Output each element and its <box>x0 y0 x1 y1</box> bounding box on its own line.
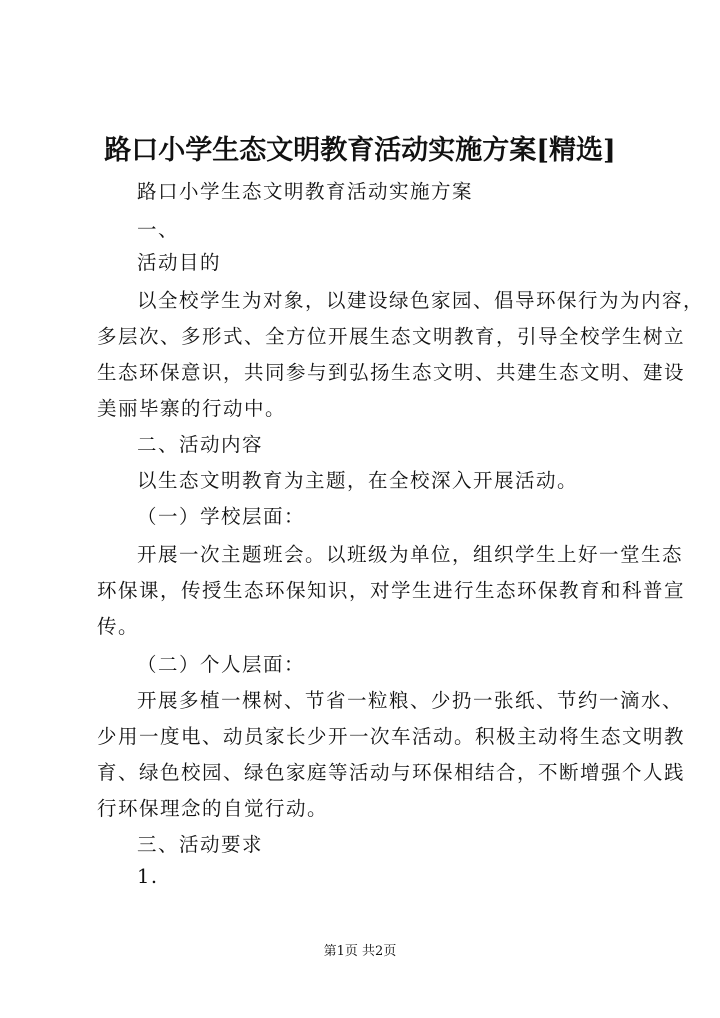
section-heading-purpose: 活动目的 <box>137 251 222 274</box>
paragraph-line: 行环保理念的自觉行动。 <box>97 797 329 820</box>
subtitle-line: 路口小学生态文明教育活动实施方案 <box>137 180 474 203</box>
paragraph-line: 以生态文明教育为主题，在全校深入开展活动。 <box>137 469 579 492</box>
paragraph-line: 育、绿色校园、绿色家庭等活动与环保相结合，不断增强个人践 <box>97 761 686 784</box>
paragraph-line: 生态环保意识，共同参与到弘扬生态文明、共建生态文明、建设 <box>97 361 686 384</box>
paragraph-line: 以全校学生为对象，以建设绿色家园、倡导环保行为为内容， <box>137 289 705 312</box>
section-heading-requirements: 三、活动要求 <box>137 833 264 856</box>
paragraph-line: 环保课，传授生态环保知识，对学生进行生态环保教育和科普宣 <box>97 579 686 602</box>
paragraph-line: 美丽毕寨的行动中。 <box>97 397 287 420</box>
paragraph-line: 传。 <box>97 615 140 638</box>
section-number-1: 一、 <box>137 218 180 241</box>
paragraph-line: 开展一次主题班会。以班级为单位，组织学生上好一堂生态 <box>137 543 684 566</box>
section-heading-content: 二、活动内容 <box>137 433 264 456</box>
page-footer: 第1页 共2页 <box>323 944 397 959</box>
subsection-heading-school: （一）学校层面： <box>137 505 306 528</box>
paragraph-line: 少用一度电、动员家长少开一次车活动。积极主动将生态文明教 <box>97 725 686 748</box>
subsection-heading-personal: （二）个人层面： <box>137 653 306 676</box>
paragraph-line: 开展多植一棵树、节省一粒粮、少扔一张纸、节约一滴水、 <box>137 689 684 712</box>
list-item-number: 1. <box>137 865 159 888</box>
document-title: 路口小学生态文明教育活动实施方案[精选] <box>104 135 616 166</box>
paragraph-line: 多层次、多形式、全方位开展生态文明教育，引导全校学生树立 <box>97 325 686 348</box>
